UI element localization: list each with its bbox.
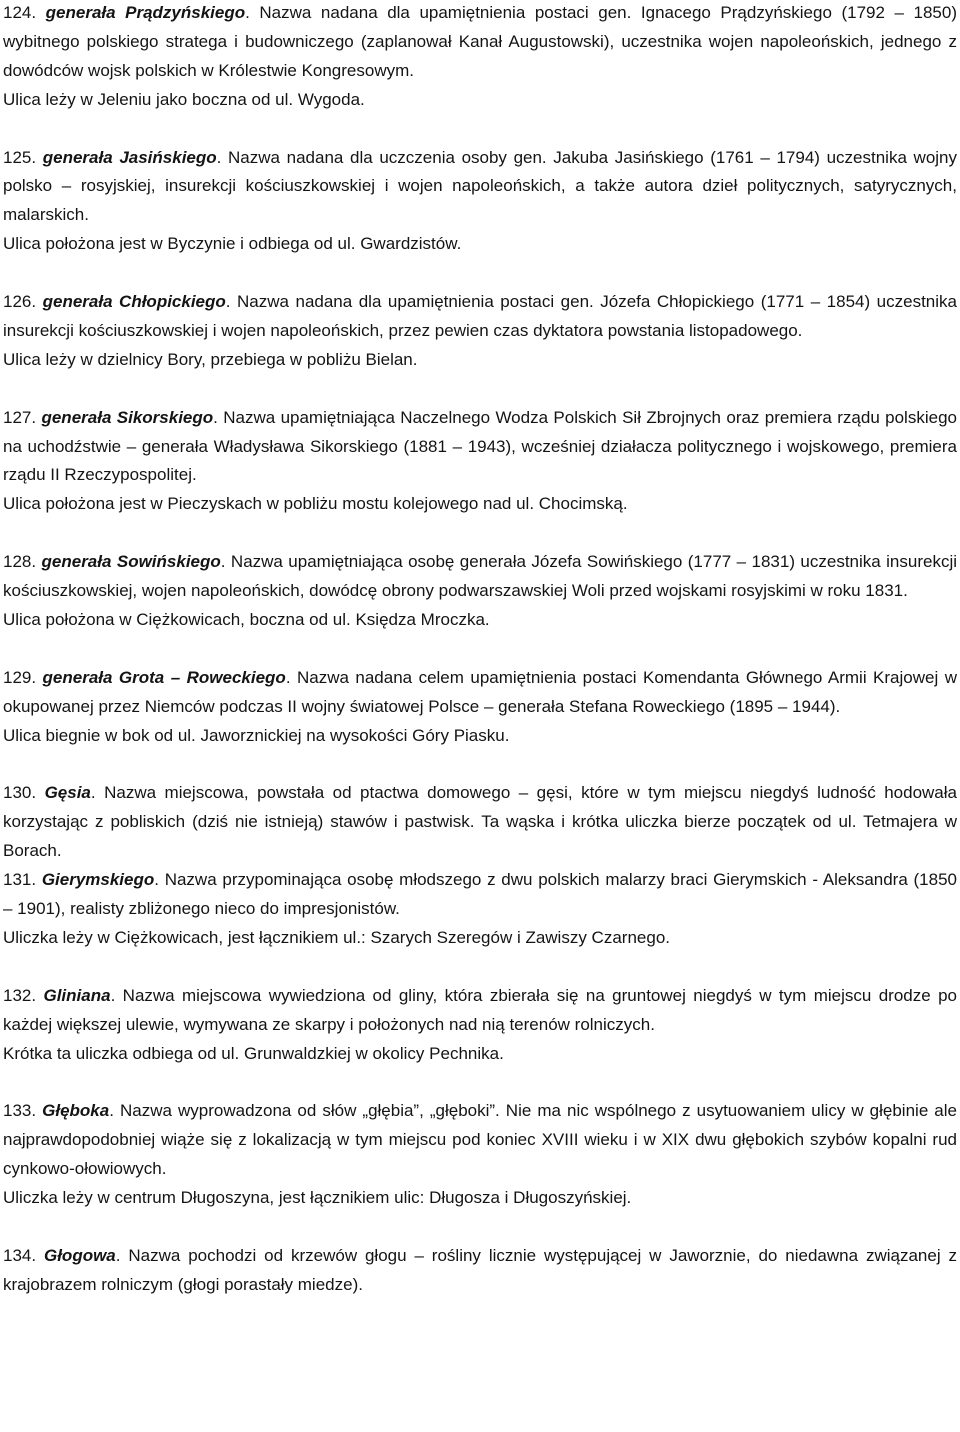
entry-133 — [3, 1097, 957, 1213]
entry-description — [3, 779, 957, 866]
entry-text: . Nazwa upamiętniająca Naczelnego Wodza Polskich Sił Zbrojnych oraz premiera rządu polskiego na uchodźstwie – generała Władysława Sikorskiego (1881 – 1943), wcześniej działacza politycznego i wojskowego, premiera rządu II Rzeczypospolitej. — [3, 407, 957, 485]
entry-text: . Nazwa miejscowa, powstała od ptactwa domowego – gęsi, które w tym miejscu niegdyś ludność hodowała korzystając z pobliskich (dziś nie istnieją) stawów i pastwisk. Ta wąska i krótka uliczka bierze początek od ul. Tetmajera w Borach. — [3, 783, 957, 861]
street-name: Głęboka — [42, 1101, 110, 1121]
entry-text: . Nazwa nadana dla uczczenia osoby gen. Jakuba Jasińskiego (1761 – 1794) uczestnika wojny polsko – rosyjskiej, insurekcji kościuszkowskiej i wojen napoleońskich, a także autora dzieł politycznych, satyrycznych, malarskich. — [3, 147, 957, 225]
entry-125 — [3, 144, 957, 260]
entry-description — [3, 548, 957, 606]
entry-description — [3, 664, 957, 722]
entry-location: Krótka ta uliczka odbiega od ul. Grunwaldzkiej w okolicy Pechnika. — [3, 1043, 504, 1063]
entry-description — [3, 288, 957, 346]
entry-location: Ulica położona w Ciężkowicach, boczna od ul. Księdza Mroczka. — [3, 609, 490, 629]
entry-130 — [3, 779, 957, 866]
entry-number: 129. — [3, 667, 37, 687]
entry-description — [3, 1242, 957, 1300]
entry-text: . Nazwa nadana dla upamiętnienia postaci gen. Józefa Chłopickiego (1771 – 1854) uczestnika insurekcji kościuszkowskiej i wojen napoleońskich, przez pewien czas dyktatora powstania listopadowego. — [3, 292, 957, 340]
entry-number: 125. — [3, 147, 37, 167]
entry-text: . Nazwa nadana dla upamiętnienia postaci gen. Ignacego Prądzyńskiego (1792 – 1850) wybitnego polskiego stratega i budowniczego (zaplanował Kanał Augustowski), uczestnika wojen napoleońskich, jednego z dowódców wojsk polskich w Królestwie Kongresowym. — [3, 3, 957, 80]
entry-location: Ulica położona jest w Pieczyskach w pobliżu mostu kolejowego nad ul. Chocimską. — [3, 494, 628, 514]
entry-number: 133. — [3, 1101, 37, 1121]
entry-129 — [3, 664, 957, 751]
street-name: generała Jasińskiego — [42, 147, 217, 167]
entry-location: Ulica biegnie w bok od ul. Jaworznickiej na wysokości Góry Piasku. — [3, 725, 510, 745]
entry-text: . Nazwa wyprowadzona od słów „głębia”, „głęboki”. Nie ma nic wspólnego z usytuowaniem ulicy w głębinie ale najprawdopodobniej wiąże się z lokalizacją w tym miejscu pod koniec XVIII wieku i w XIX dwu głębokich szybów kopalni rud cynkowo-ołowiowych. — [3, 1101, 957, 1179]
entry-description — [3, 866, 957, 924]
entry-number: 132. — [3, 985, 37, 1005]
entry-126 — [3, 288, 957, 375]
entry-location: Ulica leży w dzielnicy Bory, przebiega w pobliżu Bielan. — [3, 349, 418, 369]
street-name: Gęsia — [44, 783, 91, 803]
street-name: generała Chłopickiego — [42, 292, 226, 312]
entry-132 — [3, 982, 957, 1069]
entry-127 — [3, 404, 957, 520]
entry-description — [3, 0, 957, 86]
entry-location: Uliczka leży w Ciężkowicach, jest łącznikiem ul.: Szarych Szeregów i Zawiszy Czarnego. — [3, 927, 670, 947]
entry-text: . Nazwa przypominająca osobę młodszego z dwu polskich malarzy braci Gierymskich - Aleksandra (1850 – 1901), realisty zbliżonego nieco do impresjonistów. — [3, 870, 957, 918]
entry-number: 126. — [3, 292, 37, 312]
entry-number: 130. — [3, 783, 37, 803]
entry-description — [3, 144, 957, 231]
entry-location: Ulica leży w Jeleniu jako boczna od ul. Wygoda. — [3, 89, 365, 109]
street-name: Głogowa — [43, 1245, 116, 1265]
street-name: generała Sowińskiego — [41, 552, 221, 572]
entry-text: . Nazwa nadana celem upamiętnienia postaci Komendanta Głównego Armii Krajowej w okupowanej przez Niemców podczas II wojny światowej Polsce – generała Stefana Roweckiego (1895 – 1944). — [3, 667, 957, 716]
entry-number: 131. — [3, 870, 37, 890]
entry-location: Ulica położona jest w Byczynie i odbiega od ul. Gwardzistów. — [3, 234, 462, 254]
entry-description — [3, 404, 957, 491]
entry-text: . Nazwa pochodzi od krzewów głogu – rośliny licznie występującej w Jaworznie, do niedawna związanej z krajobrazem rolniczym (głogi porastały miedze). — [3, 1245, 957, 1294]
street-name: Gierymskiego — [41, 870, 155, 890]
entry-location: Uliczka leży w centrum Długoszyna, jest łącznikiem ulic: Długosza i Długoszyńskiej. — [3, 1188, 632, 1208]
entry-number: 124. — [3, 3, 37, 22]
entry-text: . Nazwa upamiętniająca osobę generała Józefa Sowińskiego (1777 – 1831) uczestnika insurekcji kościuszkowskiej, wojen napoleońskich, dowódcę obrony podwarszawskiej Woli przed wojskami rosyjskimi w roku 1831. — [3, 552, 958, 601]
street-name: Gliniana — [43, 985, 111, 1005]
entry-134 — [3, 1242, 957, 1300]
entry-number: 128. — [3, 552, 37, 572]
document-page — [3, 0, 957, 1300]
entry-128 — [3, 548, 957, 635]
entry-text: . Nazwa miejscowa wywiedziona od gliny, która zbierała się na gruntowej niegdyś w tym miejscu drodze po każdej większej ulewie, wymywana ze skarpy i położonych nad nią terenów rolniczych. — [3, 985, 957, 1034]
entry-number: 134. — [3, 1245, 37, 1265]
street-name: generała Prądzyńskiego — [45, 3, 246, 22]
entry-description — [3, 982, 957, 1040]
entry-number: 127. — [3, 407, 37, 427]
entry-description — [3, 1097, 957, 1184]
entry-131 — [3, 866, 957, 953]
street-name: generała Grota – Roweckiego — [42, 667, 286, 687]
street-name: generała Sikorskiego — [41, 407, 214, 427]
entry-124 — [3, 0, 957, 115]
